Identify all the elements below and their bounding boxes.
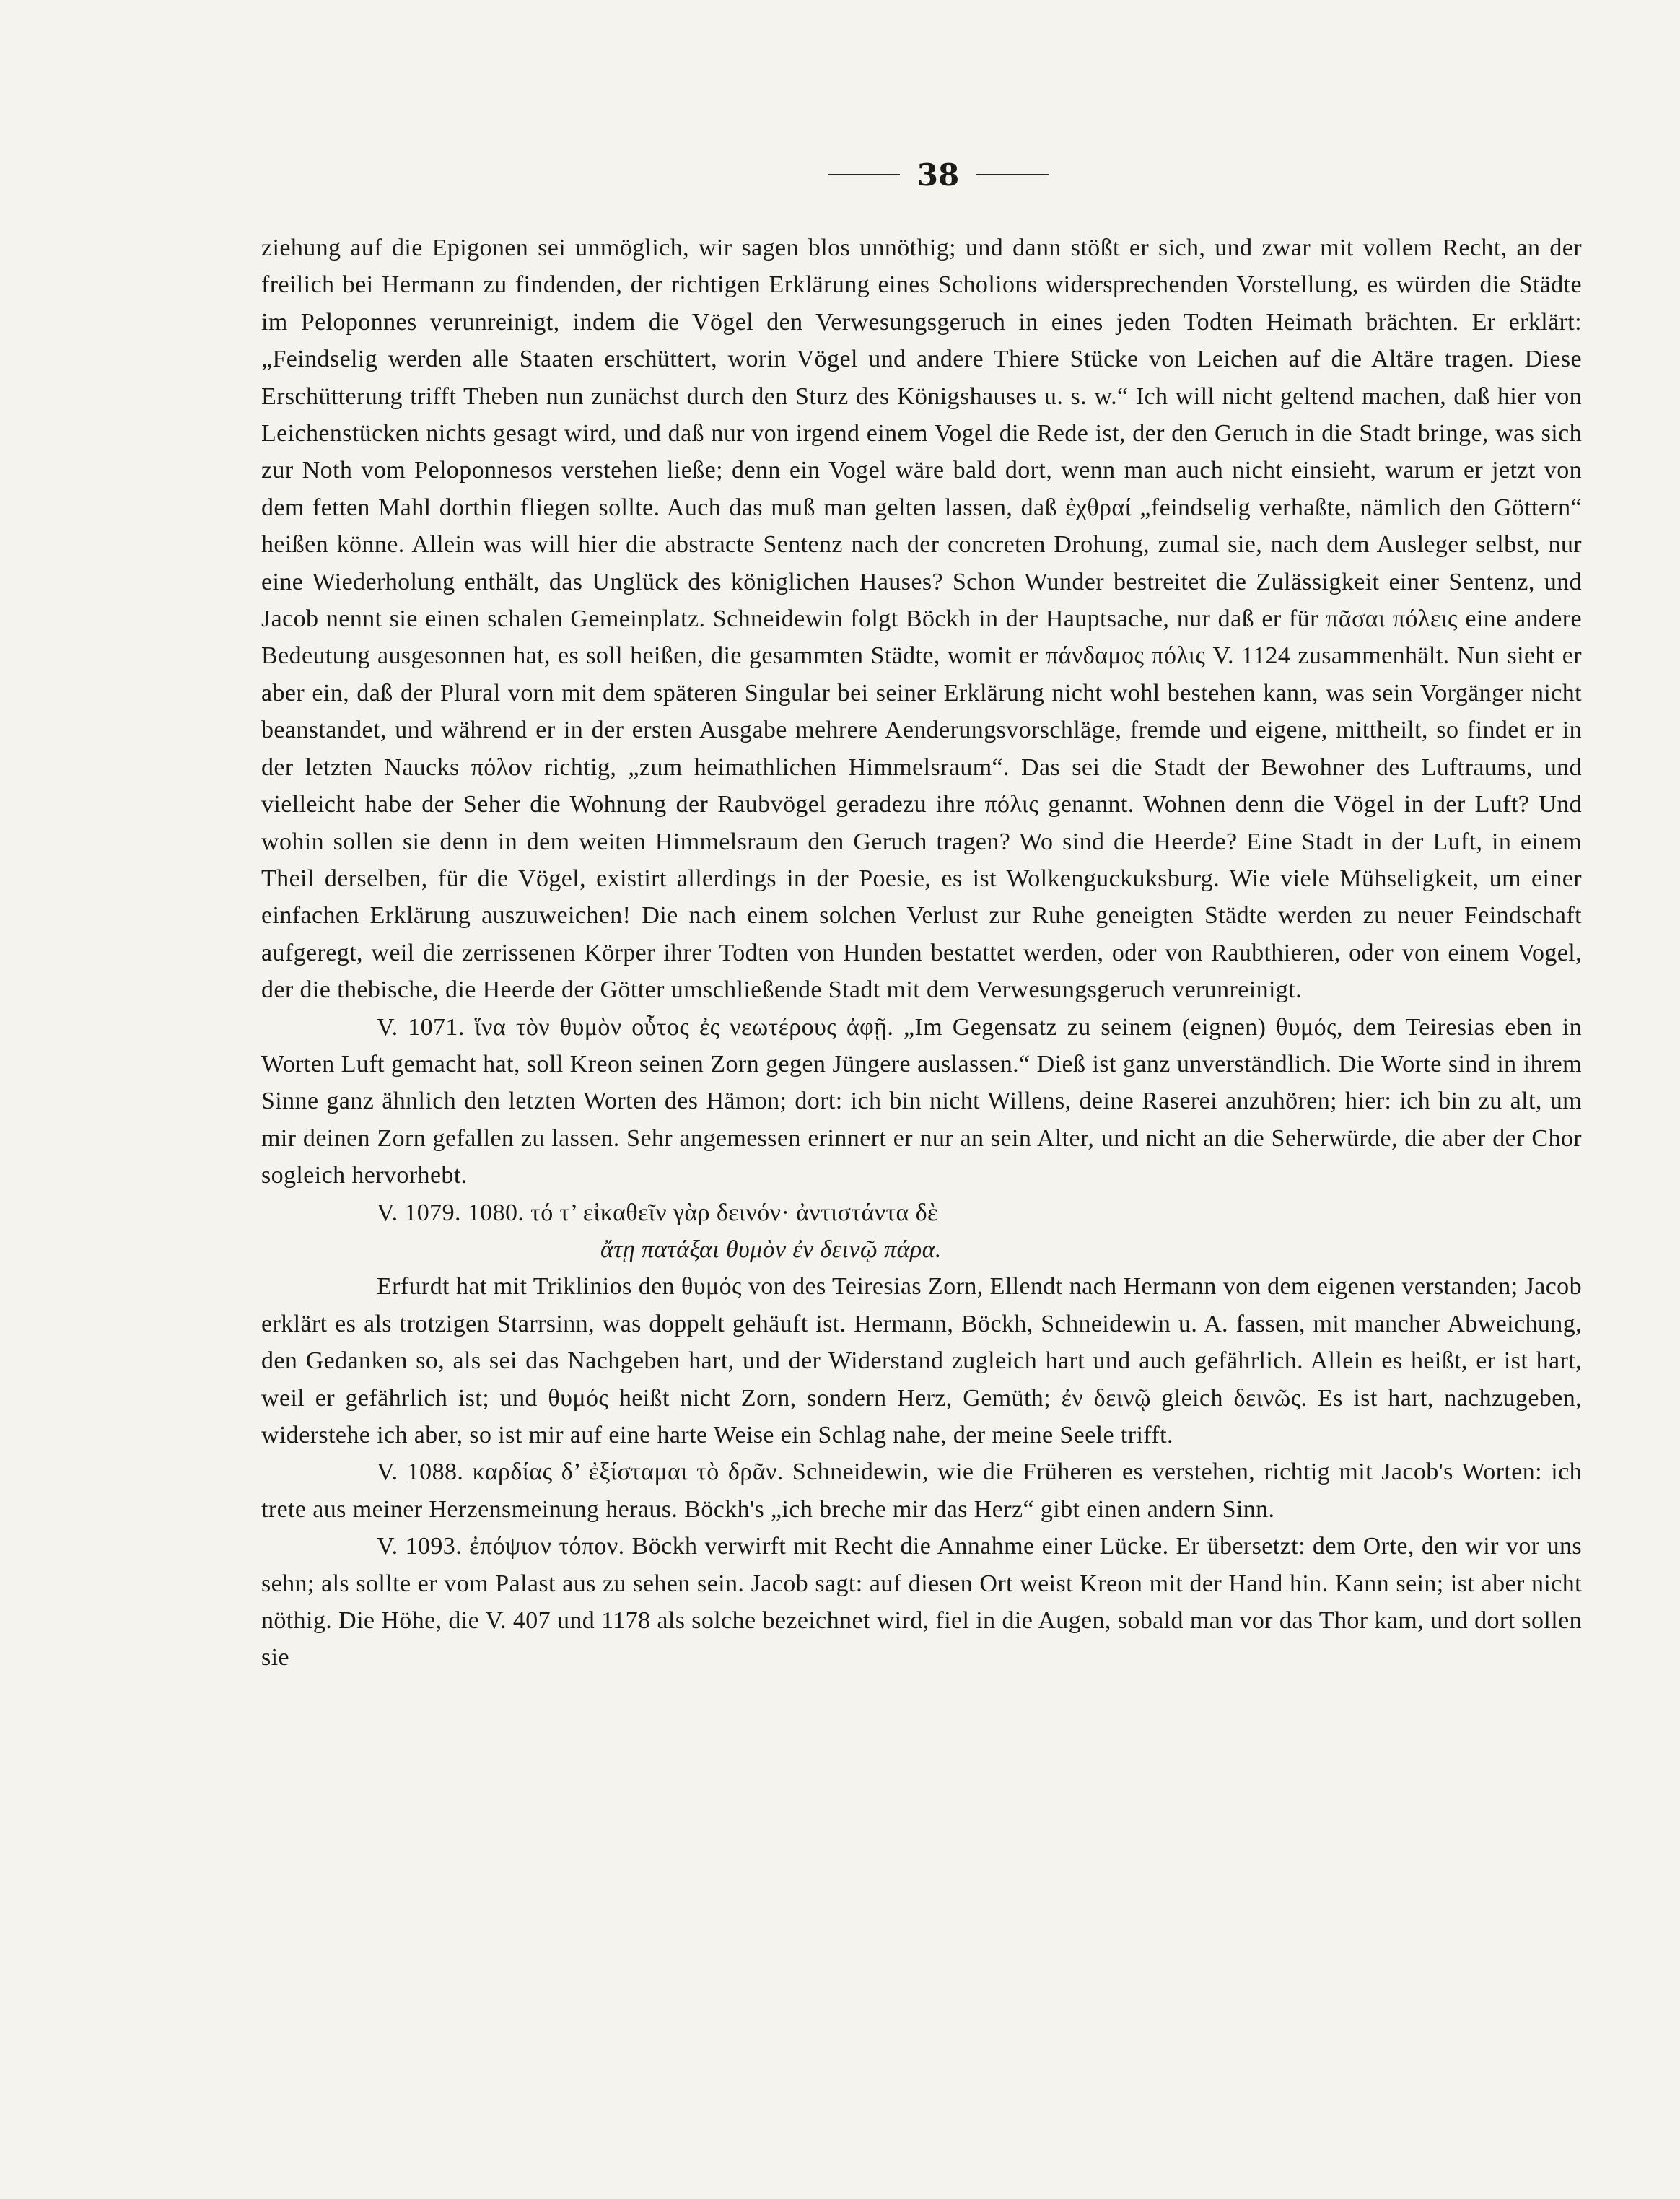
header-rule-right	[976, 174, 1049, 175]
paragraph: V. 1071. ἵνα τὸν θυμὸν οὗτος ἐς νεωτέρους ἀφῇ. „Im Gegensatz zu seinem (eignen) θυμός, dem Teiresias eben in Worten Luft gemacht hat, soll Kreon seinen Zorn gegen Jüngere auslassen.“ Dieß ist ganz unverständlich. Die Worte sind in ihrem Sinne ganz ähnlich den letzten Worten des Hämon; dort: ich bin nicht Willens, deine Raserei anzuhören; hier: ich bin zu alt, um mir deinen Zorn gefallen zu lassen. Sehr angemessen erinnert er nur an sein Alter, und nicht an die Seherwürde, die aber der Chor sogleich hervorhebt.	[261, 1013, 1582, 1189]
paragraph: V. 1093. ἐπόψιον τόπον. Böckh verwirft mit Recht die Annahme einer Lücke. Er übersetzt: dem Orte, den wir vor uns sehn; als sollte er vom Palast aus zu sehen sein. Jacob sagt: auf diesen Ort weist Kreon mit der Hand hin. Kann sein; ist aber nicht nöthig. Die Höhe, die V. 407 und 1178 als solche bezeichnet wird, fiel in die Augen, sobald man vor das Thor kam, und dort sollen sie	[261, 1533, 1582, 1671]
page-body	[261, 229, 1582, 1676]
paragraph: ziehung auf die Epigonen sei unmöglich, wir sagen blos unnöthig; und dann stößt er sich, und zwar mit vollem Recht, an der freilich bei Hermann zu findenden, der richtigen Erklärung eines Scholions widersprechenden Vorstellung, es würden die Städte im Peloponnes verunreinigt, indem die Vögel den Verwesungsgeruch in eines jeden Todten Heimath brächten. Er erklärt: „Feindselig werden alle Staaten erschüttert, worin Vögel und andere Thiere Stücke von Leichen auf die Altäre tragen. Diese Erschütterung trifft Theben nun zunächst durch den Sturz des Königshauses u. s. w.“ Ich will nicht geltend machen, daß hier von Leichenstücken nichts gesagt wird, und daß nur von irgend einem Vogel die Rede ist, der den Geruch in die Stadt bringe, was sich zur Noth vom Peloponnesos verstehen ließe; denn ein Vogel wäre bald dort, wenn man auch nicht einsieht, warum er jetzt von dem fetten Mahl dorthin fliegen sollte. Auch das muß man gelten lassen, daß ἐχθραί „feindselig verhaßte, nämlich den Göttern“ heißen könne. Allein was will hier die abstracte Sentenz nach der concreten Drohung, zumal sie, nach dem Ausleger selbst, nur eine Wiederholung enthält, das Unglück des königlichen Hauses? Schon Wunder bestreitet die Zulässigkeit einer Sentenz, und Jacob nennt sie einen schalen Gemeinplatz. Schneidewin folgt Böckh in der Hauptsache, nur daß er für πᾶσαι πόλεις eine andere Bedeutung ausgesonnen hat, es soll heißen, die gesammten Städte, womit er πάνδαμος πόλις V. 1124 zusammenhält. Nun sieht er aber ein, daß der Plural vorn mit dem späteren Singular bei seiner Erklärung nicht wohl bestehen kann, was sein Vorgänger nicht beanstandet, und während er in der ersten Ausgabe mehrere Aenderungsvorschläge, fremde und eigene, mittheilt, so findet er in der letzten Naucks πόλον richtig, „zum heimathlichen Himmelsraum“. Das sei die Stadt der Bewohner des Luftraums, und vielleicht habe der Seher die Wohnung der Raubvögel geradezu ihre πόλις genannt. Wohnen denn die Vögel in der Luft? Und wohin sollen sie denn in dem weiten Himmelsraum den Geruch tragen? Wo sind die Heerde? Eine Stadt in der Luft, in einem Theil derselben, für die Vögel, existirt allerdings in der Poesie, es ist Wolkenguckuksburg. Wie viele Mühseligkeit, um einer einfachen Erklärung auszuweichen! Die nach einem solchen Verlust zur Ruhe geneigten Städte werden zu neuer Feindschaft aufgeregt, weil die zerrissenen Körper ihrer Todten von Hunden bestattet werden, oder von Raubthieren, oder von einem Vogel, der die thebische, die Heerde der Götter umschließende Stadt mit dem Verwesungsgeruch verunreinigt.	[261, 235, 1582, 1004]
header-rule-left	[828, 174, 900, 175]
paragraph: V. 1079. 1080. τό τ’ εἰκαθεῖν γὰρ δεινόν· ἀντιστάντα δὲ	[377, 1199, 938, 1226]
paragraph: Erfurdt hat mit Triklinios den θυμός von des Teiresias Zorn, Ellendt nach Hermann von dem eigenen verstanden; Jacob erklärt es als trotzigen Starrsinn, was doppelt gehäuft ist. Hermann, Böckh, Schneidewin u. A. fassen, mit mancher Abweichung, den Gedanken so, als sei das Nachgeben hart, und der Widerstand zugleich hart und auch gefährlich. Allein es heißt, er ist hart, weil er gefährlich ist; und θυμός heißt nicht Zorn, sondern Herz, Gemüth; ἐν δεινῷ gleich δεινῶς. Es ist hart, nachzugeben, widerstehe ich aber, so ist mir auf eine harte Weise ein Schlag nahe, der meine Seele trifft.	[261, 1273, 1582, 1448]
page-number: 38	[916, 157, 960, 193]
page-header	[823, 153, 1054, 196]
quote-line: ἄτῃ πατάξαι θυμὸν ἐν δεινῷ πάρα.	[600, 1236, 942, 1263]
paragraph: V. 1088. καρδίας δ’ ἐξίσταμαι τὸ δρᾶν. Schneidewin, wie die Früheren es verstehen, richtig mit Jacob's Worten: ich trete aus meiner Herzensmeinung heraus. Böckh's „ich breche mir das Herz“ gibt einen andern Sinn.	[261, 1459, 1582, 1523]
